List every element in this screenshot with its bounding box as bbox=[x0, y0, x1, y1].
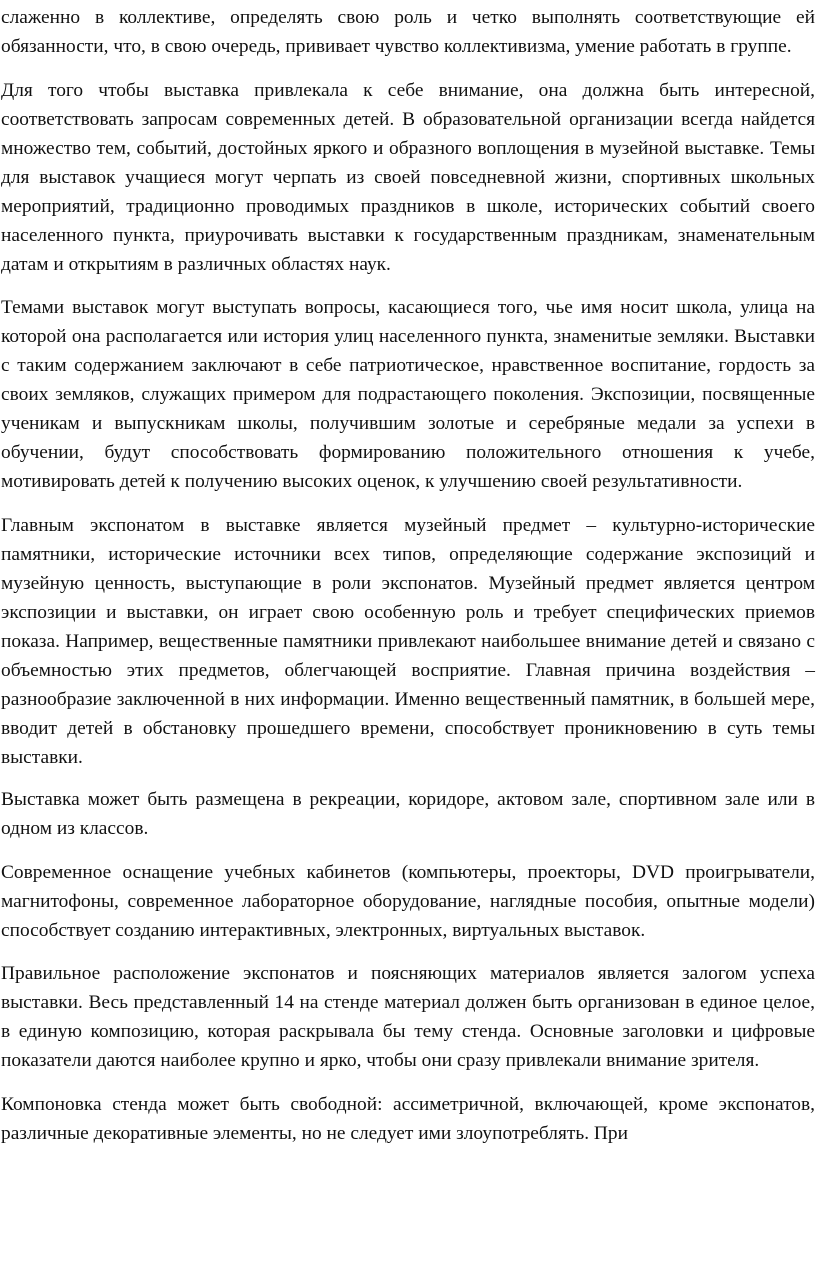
paragraph-exhibition-interest: Для того чтобы выставка привлекала к себе внимание, она должна быть интересной, соответствовать запросам современных детей. В образовательной организации всегда найдется множество тем, событий, достойных яркого и образного воплощения в музейной выставке. Темы для выставок учащиеся могут черпать из своей повседневной жизни, спортивных школьных мероприятий, традиционно проводимых праздников в школе, исторических событий своего населенного пункта, приурочивать выставки к государственным праздникам, знаменательным датам и открытиям в различных областях наук. bbox=[1, 80, 815, 275]
paragraph-museum-object: Главным экспонатом в выставке является музейный предмет – культурно-исторические памятники, исторические источники всех типов, определяющие содержание экспозиций и музейную ценность, выступающие в роли экспонатов. Музейный предмет является центром экспозиции и выставки, он играет свою особенную роль и требует специфических приемов показа. Например, вещественные памятники привлекают наибольшее внимание детей и связано с объемностью этих предметов, облегчающей восприятие. Главная причина воздействия – разнообразие заключенной в них информации. Именно вещественный памятник, в большей мере, вводит детей в обстановку прошедшего времени, способствует проникновению в суть темы выставки. bbox=[1, 515, 815, 768]
paragraph-stand-layout: Компоновка стенда может быть свободной: ассиметричной, включающей, кроме экспонатов, различные декоративные элементы, но не следует ими злоупотреблять. При bbox=[1, 1094, 815, 1144]
paragraph-exhibit-arrangement: Правильное расположение экспонатов и поясняющих материалов является залогом успеха выставки. Весь представленный 14 на стенде материал должен быть организован в единое целое, в единую композицию, которая раскрывала бы тему стенда. Основные заголовки и цифровые показатели даются наиболее крупно и ярко, чтобы они сразу привлекали внимание зрителя. bbox=[1, 963, 815, 1071]
paragraph-exhibition-themes: Темами выставок могут выступать вопросы, касающиеся того, чье имя носит школа, улица на которой она располагается или история улиц населенного пункта, знаменитые земляки. Выставки с таким содержанием заключают в себе патриотическое, нравственное воспитание, гордость за своих земляков, служащих примером для подрастающего поколения. Экспозиции, посвященные ученикам и выпускникам школы, получившим золотые и серебряные медали за успехи в обучении, будут способствовать формированию положительного отношения к учебе, мотивировать детей к получению высоких оценок, к улучшению своей результативности. bbox=[1, 297, 815, 492]
paragraph-modern-equipment: Современное оснащение учебных кабинетов (компьютеры, проекторы, DVD проигрыватели, магнитофоны, современное лабораторное оборудование, наглядные пособия, опытные модели) способствует созданию интерактивных, электронных, виртуальных выставок. bbox=[1, 862, 815, 941]
paragraph-teamwork: слаженно в коллективе, определять свою роль и четко выполнять соответствующие ей обязанности, что, в свою очередь, прививает чувство коллективизма, умение работать в группе. bbox=[1, 7, 815, 57]
paragraph-exhibition-location: Выставка может быть размещена в рекреации, коридоре, актовом зале, спортивном зале или в одном из классов. bbox=[1, 789, 815, 839]
